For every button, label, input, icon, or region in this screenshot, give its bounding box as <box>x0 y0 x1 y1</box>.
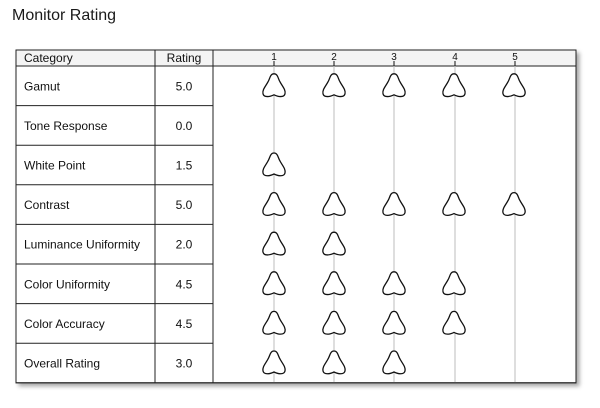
scale-tick-label-1: 1 <box>271 52 277 63</box>
header-rating: Rating <box>166 51 202 65</box>
row-category-label: Gamut <box>24 79 61 94</box>
row-rating-value: 3.0 <box>175 356 193 371</box>
scale-tick-label-3: 3 <box>391 52 397 63</box>
table-frame <box>16 50 576 383</box>
row-rating-value: 4.5 <box>175 316 193 331</box>
row-category-label: White Point <box>24 158 86 173</box>
header-category: Category <box>24 51 73 65</box>
row-category-label: Color Accuracy <box>24 316 105 331</box>
row-category-label: Tone Response <box>24 118 108 133</box>
row-category-label: Overall Rating <box>24 356 101 371</box>
row-rating-value: 1.5 <box>175 158 193 173</box>
row-category-label: Color Uniformity <box>24 277 111 292</box>
row-rating-value: 0.0 <box>175 118 193 133</box>
scale-tick-label-4: 4 <box>452 52 458 63</box>
row-rating-value: 4.5 <box>175 277 193 292</box>
table-header <box>16 50 576 66</box>
row-rating-value: 5.0 <box>175 198 193 213</box>
scale-tick-label-5: 5 <box>512 52 518 63</box>
scale-tick-label-2: 2 <box>331 52 337 63</box>
row-category-label: Luminance Uniformity <box>24 237 141 252</box>
row-rating-value: 5.0 <box>175 79 193 94</box>
chart-title: Monitor Rating <box>12 7 117 24</box>
row-category-label: Contrast <box>24 198 70 213</box>
row-rating-value: 2.0 <box>175 237 193 252</box>
